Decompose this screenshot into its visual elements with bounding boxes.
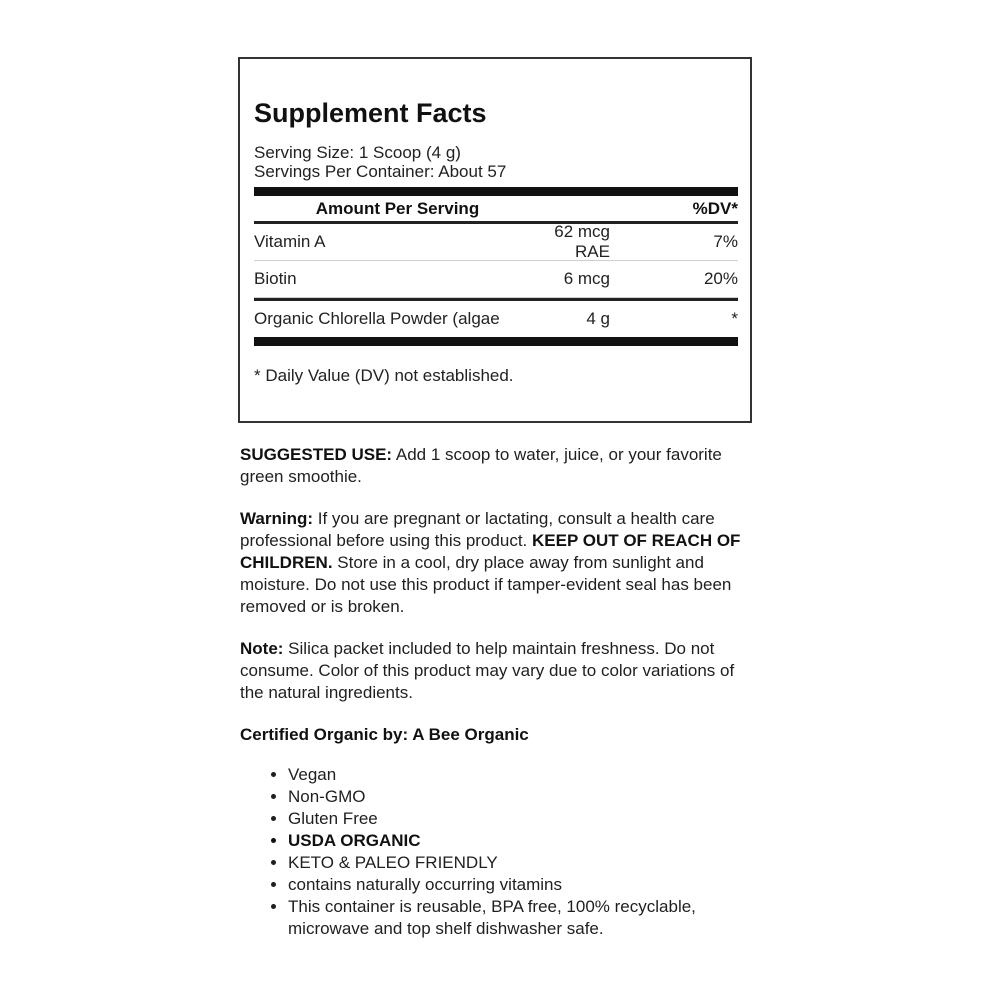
suggested-use-paragraph [240, 444, 760, 488]
serving-size: Serving Size: 1 Scoop (4 g) [254, 143, 461, 162]
nutrient-name: Organic Chlorella Powder (algae [254, 309, 500, 328]
warning-paragraph [240, 508, 760, 618]
nutrient-amount: 4 g [586, 309, 610, 328]
suggested-use-text: Add 1 scoop to water, juice, or your favorite green smoothie. [240, 445, 722, 486]
warning-text: If you are pregnant or lactating, consult a health care professional before using this product. [240, 509, 715, 550]
facts-header-row [254, 196, 738, 221]
table-row [254, 261, 738, 298]
thick-divider [254, 337, 738, 346]
thick-divider [254, 187, 738, 196]
list-item: • Vegan [288, 764, 760, 786]
header-amount-per-serving: Amount Per Serving [315, 198, 480, 218]
nutrient-dv: * [731, 309, 738, 328]
nutrient-amount: 62 mcg RAE [554, 222, 610, 261]
nutrient-dv: 7% [713, 232, 738, 251]
nutrient-name: Biotin [254, 269, 297, 288]
list-item: • KETO & PALEO FRIENDLY [288, 852, 760, 874]
feature-list [240, 764, 760, 940]
servings-per-container: Servings Per Container: About 57 [254, 162, 507, 181]
certified-organic: Certified Organic by: A Bee Organic [240, 725, 529, 744]
warning-label: Warning: [240, 509, 314, 528]
facts-footnote: * Daily Value (DV) not established. [254, 366, 514, 385]
header-dv: %DV* [692, 198, 738, 218]
note-paragraph [240, 638, 760, 704]
supplement-facts-panel [238, 57, 752, 423]
note-label: Note: [240, 639, 284, 658]
table-row [254, 224, 738, 261]
list-item: • Gluten Free [288, 808, 760, 830]
list-item: • Non-GMO [288, 786, 760, 808]
nutrient-dv: 20% [703, 269, 738, 288]
nutrient-amount: 6 mcg [563, 269, 610, 288]
serving-info [254, 143, 738, 181]
list-item: • USDA ORGANIC [288, 830, 760, 852]
list-item: • contains naturally occurring vitamins [288, 874, 760, 896]
label-text [240, 444, 760, 940]
nutrient-name: Vitamin A [254, 232, 326, 251]
note-text: Silica packet included to help maintain freshness. Do not consume. Color of this product may vary due to color variations of the natural ingredients. [240, 639, 735, 702]
suggested-use-label: SUGGESTED USE: [240, 445, 393, 464]
list-item: • This container is reusable, BPA free, 100% recyclable, microwave and top shelf dishwasher safe. [288, 896, 760, 940]
table-row [254, 301, 738, 337]
keep-out-of-reach: KEEP OUT OF REACH OF CHILDREN. [240, 531, 741, 572]
storage-text: Store in a cool, dry place away from sunlight and moisture. Do not use this product if tamper-evident seal has been removed or is broken. [240, 553, 732, 616]
facts-title: Supplement Facts [254, 98, 487, 128]
